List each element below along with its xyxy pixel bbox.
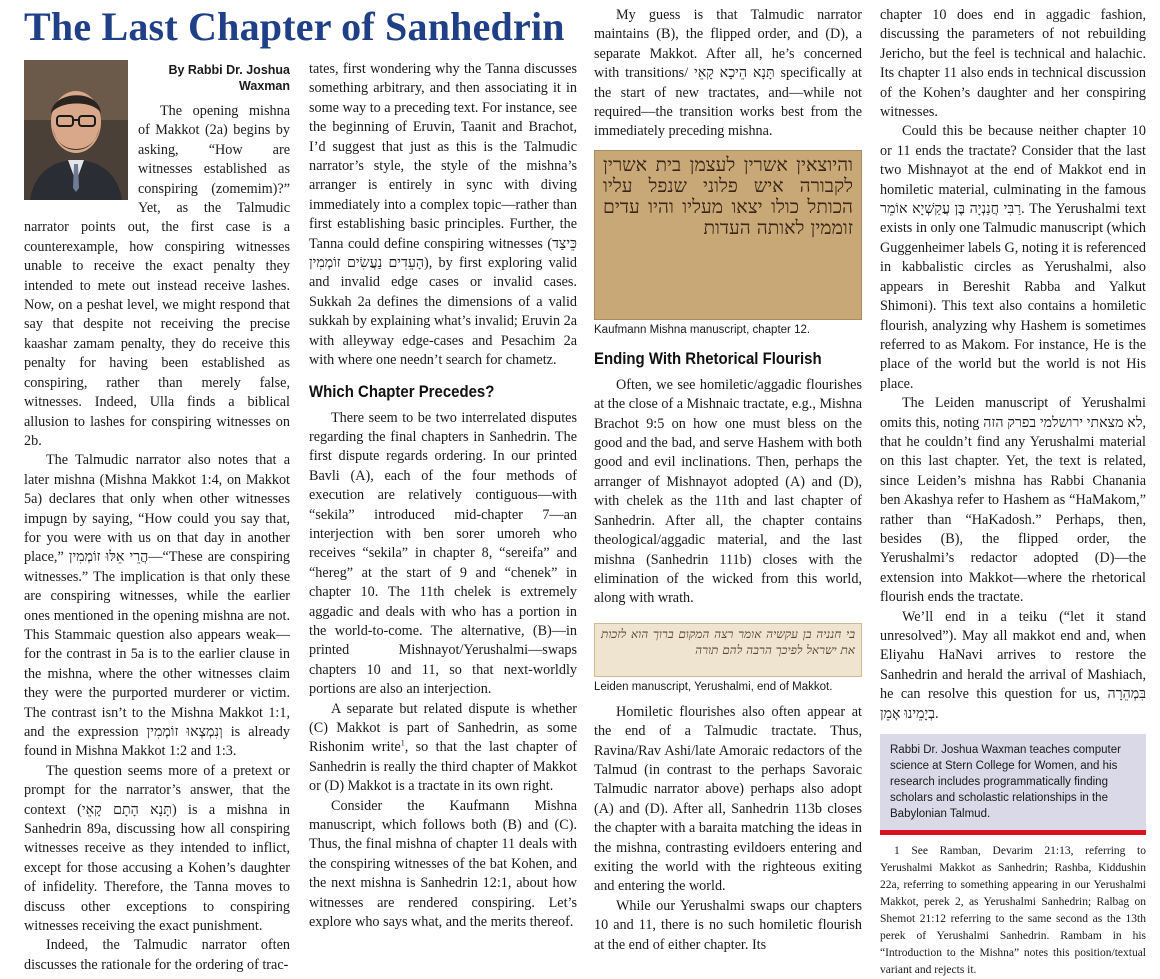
section-heading: Ending With Rhetorical Flourish bbox=[594, 348, 822, 368]
manuscript-text: בי חנניה בן עקשיה אומר רצה המקום ברוך הוא לזכות את ישראל לפיכך הרבה להם תורה bbox=[601, 626, 855, 657]
paragraph: tates, first wondering why the Tanna discusses something arbitrary, and then associating it in some way to a preceding text. For instance, see the beginning of Eruvin, Taanit and Brachot, I’d suggest that just as this is the Talmudic narrator’s style, the style of the mishna’s arranger is entirely in sync with diving immediately into a complex topic—rather than first establishing basic principles. Further, the Tanna could define conspiring witnesses (כֵּיצַד הָעֵדִים נַעֲשִׂים זוֹמְמִין), by first exploring valid and invalid edge cases or invalid cases. Sukkah 2a defines the dimensions of a valid sukkah by explaining what’s invalid; Eruvin 2a with alleyway edge-cases and Pesachim 2a with where one needn’t search for chametz. bbox=[309, 61, 577, 369]
manuscript-figure-leiden bbox=[594, 623, 862, 695]
paragraph-text: A separate but related dispute is whether (C) Makkot is part of Sanhedrin, as some Rishonim write bbox=[309, 700, 577, 756]
paragraph: Homiletic flourishes also often appear at the end of a Talmudic tractate. Thus, Ravina/Rav Ashi/late Amoraic redactors of the Talmud (in contrast to the perhaps Savoraic Talmudic narrator above) perhaps also adopt (A) and (D). After all, Sanhedrin 113b closes the chapter with a baraita matching the ideas in the mishna, contrasting evildoers entering and exiting the world with the righteous exiting and entering the world. bbox=[594, 703, 862, 895]
footnote-marker: 1 bbox=[400, 738, 405, 748]
paragraph: The question seems more of a pretext or prompt for the narrator’s answer, that the context (תָּנָא הָתָם קָאֵי) is a mishna in Sanhedrin 89a, discussing how all conspiring witnesses receive as they intended to inflict, except for those accusing a Kohen’s daughter of infidelity. Therefore, the Tanna moves to discuss other exceptions to conspiring witnesses receiving the exact punishment. bbox=[24, 762, 290, 935]
paragraph-text: , so that the last chapter of Sanhedrin is really the third chapter of Makkot or (D) Makkot is a tractate in its own right. bbox=[309, 739, 577, 795]
paragraph: While our Yerushalmi swaps our chapters 10 and 11, there is no such homiletic flourish at the end of either chapter. Its bbox=[594, 897, 862, 953]
paragraph: The Talmudic narrator also notes that a later mishna (Mishna Makkot 1:4, on Makkot 5a) declares that only when other witnesses impugn by saying, “How could you say that, for you were with us on that day in another place,” הֲרֵי אֵלּוּ זוֹמְמִין—“These are conspiring witnesses.” The implication is that only these are conspiring witnesses, while the earlier ones mentioned in the opening mishna are not. This Stammaic question also appears weak—for the contrast in 5a is to the earlier clause in the mishna, where the other witnesses claim they were the purported murderer or victim. The contrast isn’t to the Mishna Makkot 1:1, and the expression וְנִמְצְאוּ זוֹמְמִין is already found in Mishna Makkot 1:2 and 1:3. bbox=[24, 452, 290, 760]
byline: By Rabbi Dr. Joshua Waxman bbox=[168, 63, 290, 93]
column-4 bbox=[880, 6, 1146, 979]
paragraph: Indeed, the Talmudic narrator often discusses the rationale for the ordering of trac- bbox=[24, 937, 290, 973]
manuscript-image bbox=[594, 623, 862, 677]
paragraph: The opening mishna of Makkot (2a) begins by asking, “How are witnesses established as conspiring (zomemim)?” Yet, as the Talmudic narrator points out, the first case is a counterexample, how conspiring witnesses unable to receive the exact penalty they intended to mete out instead receive lashes. Now, on a peshat level, we might respond that say that despite not receiving the precise kaashar zamam penalty, they do receive this penalty for having been established as conspiring, rather than merely false, witnesses. Indeed, Ulla finds a biblical allusion to lashes for conspiring witnesses on 2b. bbox=[24, 103, 290, 449]
paragraph: Often, we see homiletic/aggadic flourishes at the close of a Mishnaic tractate, e.g., Mishna Brachot 9:5 on how one must bless on the good and the bad, and serve Hashem with both good and evil inclinations. Then, perhaps the arranger of Mishnayot adopted (A) and (D), with chelek as the 11th and last chapter of Sanhedrin. After all, the chapter contains theological/aggadic material, and the last mishna (Sanhedrin 111b) closes with the elimination of the wicked from this world, along with wrath. bbox=[594, 376, 862, 607]
manuscript-image bbox=[594, 150, 862, 320]
footnote-text: 1 See Ramban, Devarim 21:13, referring to Yerushalmi Makkot as Sanhedrin; Rashba, Kiddushin 22a, referring to something appearing in our Yerushalmi Makkot, perek 2, as Yerushalmi Sanhedrin; Ralbag on Shemot 21:12 referring to the same second as the 13th perek of Yerushalmi Sanhedrin. Rambam in his “Introduction to the Mishna” notes this position/textual variant and rejects it. bbox=[880, 845, 1146, 977]
column-1 bbox=[24, 60, 290, 975]
paragraph: My guess is that Talmudic narrator maintains (B), the flipped order, and (D), a separate Makkot. After all, he’s concerned with transitions/ תָּנָא הֵיכָא קָאֵי specifically at the start of new tractates, and—while not required—the transition works best from the immediately preceding mishna. bbox=[594, 7, 862, 140]
figure-caption: Kaufmann Mishna manuscript, chapter 12. bbox=[594, 323, 811, 336]
figure-caption: Leiden manuscript, Yerushalmi, end of Makkot. bbox=[594, 680, 833, 693]
section-heading: Which Chapter Precedes? bbox=[309, 381, 495, 401]
column-3 bbox=[594, 6, 862, 955]
paragraph: There seem to be two interrelated disputes regarding the final chapters in Sanhedrin. The first dispute regards ordering. In our printed Bavli (A), each of the four methods of execution are relatively contiguous—with “sekila” introduced mid-chapter 7—an interjection with ben sorer umoreh who receives “sekila” in chapter 8, “sereifa” and “hereg” at the start of 9 and “chenek” in chapter 10. The 11th chelek is extremely aggadic and deals with who has a portion in the world-to-come. The alternative, (B)—in printed Mishnayot/Yerushalmi—swaps chapters 10 and 11, so that next-worldly portions are also an interjection. bbox=[309, 409, 577, 698]
article-title: The Last Chapter of Sanhedrin bbox=[24, 4, 565, 49]
manuscript-figure-kaufmann bbox=[594, 150, 862, 338]
author-bio: Rabbi Dr. Joshua Waxman teaches computer science at Stern College for Women, and his research includes programmatically finding scholars and scholastic relationships in the Babylonian Talmud. bbox=[880, 734, 1146, 835]
paragraph: The Leiden manuscript of Yerushalmi omits this, noting לא מצאתי ירושלמי בפרק הזה, that he couldn’t find any Yerushalmi material on this last chapter. Yet, the text is related, since Leiden’s mishna has Rabbi Chanania ben Akashya refer to Hashem as “HaMakom,” rather than “HaKadosh.” Perhaps, then, besides (B), the flipped order, the Yerushalmi’s redactor adopted (D)—the extension into Makkot—where the rhetorical flourish ends the tractate. bbox=[880, 395, 1147, 606]
manuscript-text: והיוצאין אשרין לעצמן בית אשרין לקבורה איש פלוני שנפל עליו הכותל כולו יצאו מעליו והיו עדים זוממין לאותה העדות bbox=[603, 153, 853, 239]
paragraph: chapter 10 does end in aggadic fashion, discussing the parameters of not rebuilding Jericho, but the feel is technical and halachic. Its chapter 11 also ends in technical discussion of the Kohen’s daughter and her conspiring witnesses. bbox=[880, 7, 1146, 121]
column-2 bbox=[309, 60, 577, 932]
paragraph bbox=[309, 700, 577, 797]
author-photo bbox=[24, 60, 128, 200]
paragraph: Could this be because neither chapter 10 or 11 ends the tractate? Consider that the last two Mishnayot at the end of Makkot end in homiletic material, culminating in the famous רַבִּי חֲנַנְיָה בֶּן עֲקַשְׁיָא אוֹמֵר. The Yerushalmi text exists in only one Talmudic manuscript (which Guggenheimer labels G, noting it is referenced in kabbalistic circles as Yerushalmi, also appears in Bereshit Rabba and Yalkut Shimoni). This text also contains a homiletic flourish, analyzing why Hashem is sometimes referred to as Makom. For instance, He is the place of the world but the world is not His place. bbox=[880, 123, 1146, 392]
paragraph: Consider the Kaufmann Mishna manuscript, which follows both (B) and (C). Thus, the final mishna of chapter 11 deals with the conspiring witnesses of the bat Kohen, and the next mishna is Sanhedrin 12:1, about how witnesses are rendered conspiring. Let’s explore who says what, and the merits thereof. bbox=[309, 797, 577, 931]
footnote bbox=[880, 843, 1146, 979]
paragraph: We’ll end in a teiku (“let it stand unresolved”). May all makkot end and, when Eliyahu HaNavi arrives to restore the Sanhedrin and herald the arrival of Mashiach, he can resolve this question for us, בִּמְהֵרָה בְיָמֵינוּ אָמֵן. bbox=[880, 608, 1146, 722]
author-portrait-icon bbox=[24, 60, 128, 200]
